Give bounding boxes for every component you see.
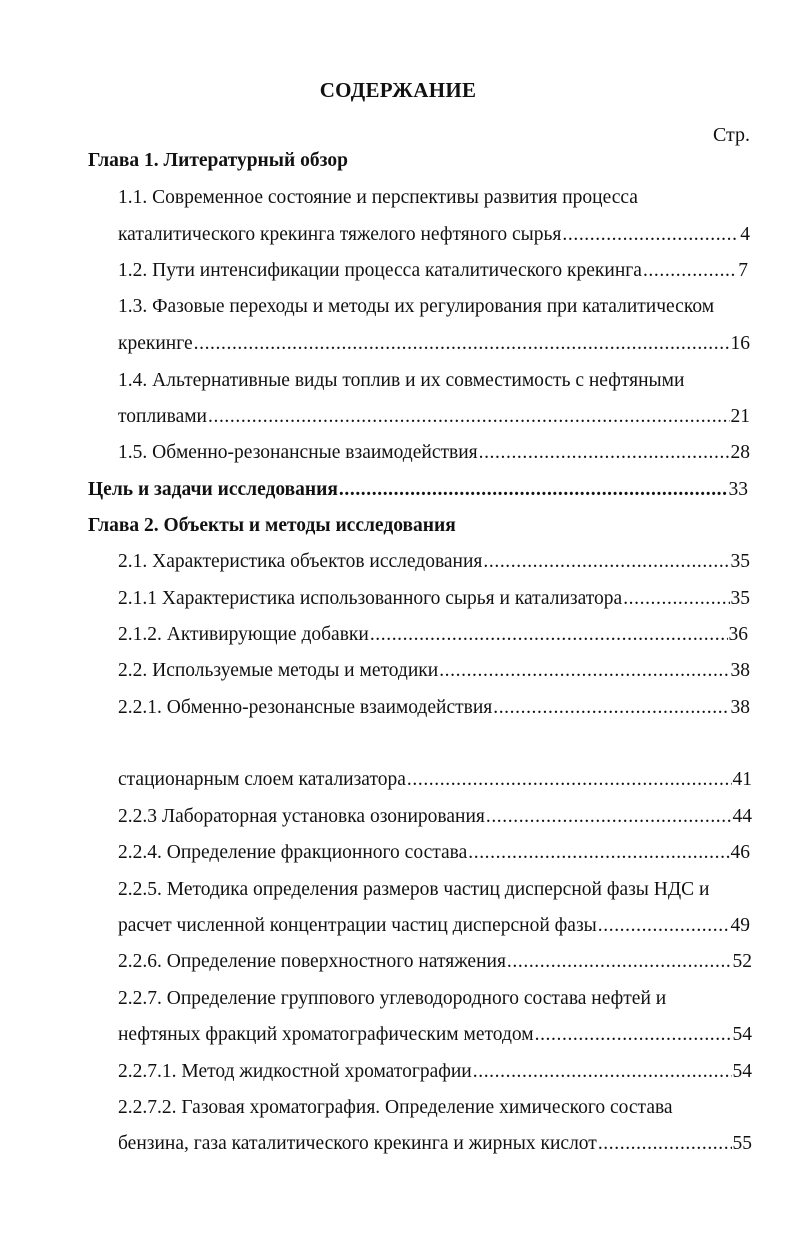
toc-entry: нефтяных фракций хроматографическим методом ..... 54 <box>118 1022 752 1048</box>
toc-entry: 2.1.1 Характеристика использованного сырья и катализатора ..... 35 <box>118 586 750 612</box>
toc-entry <box>118 731 654 757</box>
toc-entry: 2.2.3 Лабораторная установка озонирования ..... 44 <box>118 804 752 830</box>
page-number: 4 <box>740 224 750 245</box>
leader-dots <box>439 658 729 684</box>
toc-entry: 1.2. Пути интенсификации процесса каталитического крекинга ..... 7 <box>118 258 748 284</box>
page-number: 16 <box>730 333 750 354</box>
page-number: 28 <box>730 442 750 463</box>
leader-dots <box>208 404 730 430</box>
page-number: 44 <box>732 806 752 827</box>
leader-dots <box>535 1022 732 1048</box>
toc-chapter-heading: Глава 2. Объекты и методы исследования <box>88 515 456 536</box>
page-number: 36 <box>728 624 748 645</box>
toc-entry: 2.2.7. Определение группового углеводородного состава нефтей и <box>118 988 667 1009</box>
toc-chapter-heading: Цель и задачи исследования ..... 33 <box>88 477 748 503</box>
leader-dots <box>598 913 730 939</box>
page-number: 52 <box>732 951 752 972</box>
leader-dots <box>493 695 729 721</box>
leader-dots <box>486 804 732 830</box>
toc-entry: топливами ..... 21 <box>118 404 750 430</box>
page-column-label: Стр. <box>712 124 750 146</box>
toc-entry: 2.2.5. Методика определения размеров частиц дисперсной фазы НДС и <box>118 879 710 900</box>
toc-chapter-heading: Глава 1. Литературный обзор <box>88 150 348 171</box>
toc-entry: 1.5. Обменно-резонансные взаимодействия ..... 28 <box>118 440 750 466</box>
toc-entry: 2.2.7.1. Метод жидкостной хроматографии ..... 54 <box>118 1059 752 1085</box>
leader-dots <box>473 1059 732 1085</box>
toc-entry: 2.2.6. Определение поверхностного натяжения ..... 52 <box>118 949 752 975</box>
leader-dots <box>598 1131 732 1157</box>
toc-entry: 2.1.2. Активирующие добавки ..... 36 <box>118 622 748 648</box>
page-number: 7 <box>738 260 748 281</box>
toc-entry: 1.4. Альтернативные виды топлив и их совместимость с нефтяными <box>118 370 685 391</box>
leader-dots <box>370 622 728 648</box>
leader-dots <box>643 258 737 284</box>
leader-dots <box>483 549 729 575</box>
page-number: 54 <box>732 1024 752 1045</box>
page-number: 41 <box>732 769 752 790</box>
leader-dots <box>194 331 730 357</box>
page-number: 35 <box>730 588 750 609</box>
page-number: 33 <box>728 479 748 500</box>
leader-dots <box>623 586 729 612</box>
leader-dots <box>507 949 732 975</box>
page-number: 38 <box>730 697 750 718</box>
toc-entry: каталитического крекинга тяжелого нефтяного сырья ..... 4 <box>118 222 750 248</box>
toc-entry: 2.1. Характеристика объектов исследования ..... 35 <box>118 549 750 575</box>
leader-dots <box>479 440 730 466</box>
page-title: СОДЕРЖАНИЕ <box>319 78 477 102</box>
leader-dots <box>407 767 732 793</box>
toc-entry: 1.1. Современное состояние и перспективы развития процесса <box>118 187 638 208</box>
page-number: 54 <box>732 1061 752 1082</box>
leader-dots <box>468 840 729 866</box>
leader-dots <box>339 477 728 503</box>
toc-entry: 1.3. Фазовые переходы и методы их регулирования при каталитическом <box>118 296 715 317</box>
page-number: 35 <box>730 551 750 572</box>
page-number: 46 <box>730 842 750 863</box>
toc-entry: бензина, газа каталитического крекинга и жирных кислот ..... 55 <box>118 1131 752 1157</box>
toc-entry: 2.2.4. Определение фракционного состава ..... 46 <box>118 840 750 866</box>
toc-entry: 2.2.1. Обменно-резонансные взаимодействия ..... 38 <box>118 695 750 721</box>
toc-entry: стационарным слоем катализатора ..... 41 <box>118 767 752 793</box>
page-number: 38 <box>730 660 750 681</box>
toc-entry: 2.2. Используемые методы и методики ..... 38 <box>118 658 750 684</box>
toc-entry: 2.2.7.2. Газовая хроматография. Определение химического состава <box>118 1097 673 1118</box>
page-number: 49 <box>730 915 750 936</box>
page-number: 21 <box>730 406 750 427</box>
page-number: 55 <box>732 1133 752 1154</box>
toc-entry: расчет численной концентрации частиц дисперсной фазы ..... 49 <box>118 913 750 939</box>
toc-entry: крекинге ..... 16 <box>118 331 750 357</box>
leader-dots <box>562 222 739 248</box>
